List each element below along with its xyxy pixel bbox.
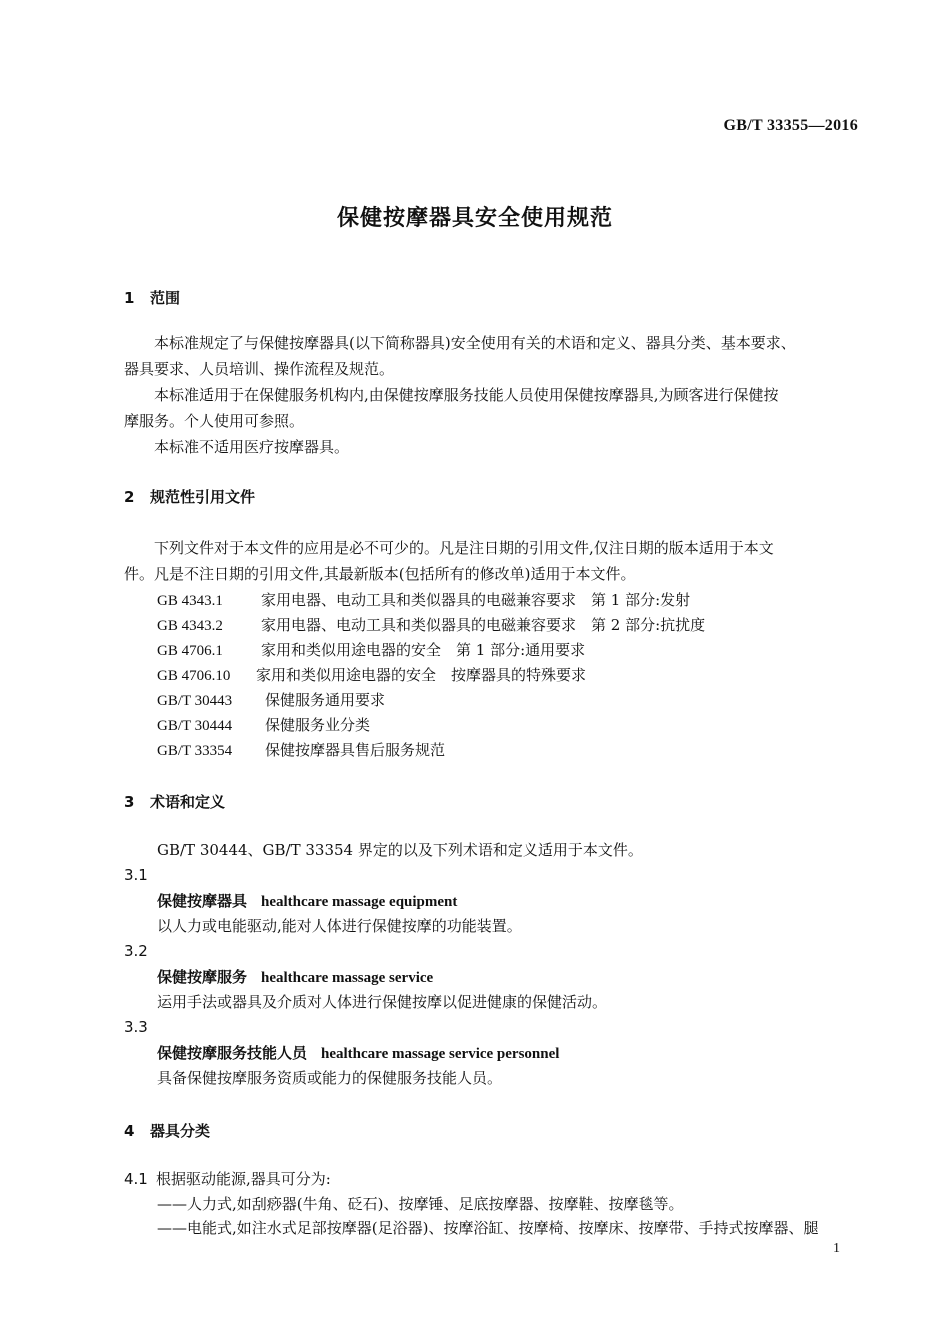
section-title: 术语和定义 bbox=[150, 793, 226, 811]
paragraph-line: 摩服务。个人使用可参照。 bbox=[124, 412, 305, 430]
reference-code: GB 4343.1 bbox=[157, 593, 223, 609]
reference-title: 家用和类似用途电器的安全 第 1 部分:通用要求 bbox=[261, 641, 586, 659]
page-number: 1 bbox=[833, 1241, 840, 1256]
term-zh: 保健按摩服务 bbox=[157, 968, 248, 986]
reference-item bbox=[157, 738, 445, 763]
paragraph-line: 本标准规定了与保健按摩器具(以下简称器具)安全使用有关的术语和定义、器具分类、基本要求、 bbox=[154, 334, 796, 352]
paragraph-line: 本标准适用于在保健服务机构内,由保健按摩服务技能人员使用保健按摩器具,为顾客进行保健按 bbox=[154, 386, 779, 404]
section-2-heading bbox=[124, 486, 255, 507]
section-title: 规范性引用文件 bbox=[150, 488, 256, 506]
standard-number: GB/T 33355—2016 bbox=[723, 117, 858, 134]
reference-title: 保健服务通用要求 bbox=[265, 691, 386, 709]
term-definition: 以人力或电能驱动,能对人体进行保健按摩的功能装置。 bbox=[157, 917, 522, 935]
paragraph-line: 本标准不适用医疗按摩器具。 bbox=[154, 438, 350, 456]
term-zh: 保健按摩器具 bbox=[157, 892, 248, 910]
reference-title: 家用电器、电动工具和类似器具的电磁兼容要求 第 1 部分:发射 bbox=[261, 591, 691, 609]
section-title: 范围 bbox=[150, 289, 181, 307]
subclause bbox=[124, 1167, 331, 1191]
reference-item bbox=[157, 588, 690, 613]
term-en: healthcare massage service personnel bbox=[321, 1046, 560, 1062]
reference-item bbox=[157, 613, 705, 638]
list-item: ——电能式,如注水式足部按摩器(足浴器)、按摩浴缸、按摩椅、按摩床、按摩带、手持式按摩器、腿 bbox=[157, 1219, 819, 1237]
document-title: 保健按摩器具安全使用规范 bbox=[336, 206, 613, 231]
paragraph-line: 件。凡是不注日期的引用文件,其最新版本(包括所有的修改单)适用于本文件。 bbox=[124, 565, 636, 583]
section-number: 4 bbox=[124, 1122, 135, 1140]
list-item: ——人力式,如刮痧器(牛角、砭石)、按摩锤、足底按摩器、按摩鞋、按摩毯等。 bbox=[157, 1195, 684, 1213]
term-heading bbox=[157, 890, 457, 911]
term-number: 3.2 bbox=[124, 942, 148, 960]
section-4-heading bbox=[124, 1120, 210, 1141]
reference-code: GB 4706.10 bbox=[157, 668, 231, 684]
section-1-heading bbox=[124, 287, 180, 308]
term-heading bbox=[157, 966, 433, 987]
reference-item bbox=[157, 688, 385, 713]
section-number: 3 bbox=[124, 793, 135, 811]
reference-title: 家用电器、电动工具和类似器具的电磁兼容要求 第 2 部分:抗扰度 bbox=[261, 616, 706, 634]
reference-item bbox=[157, 713, 370, 738]
term-number: 3.3 bbox=[124, 1018, 148, 1036]
term-heading bbox=[157, 1042, 559, 1063]
term-definition: 具备保健按摩服务资质或能力的保健服务技能人员。 bbox=[157, 1069, 503, 1087]
subclause-number: 4.1 bbox=[124, 1170, 148, 1188]
paragraph-line: GB/T 30444、GB/T 33354 界定的以及下列术语和定义适用于本文件。 bbox=[157, 841, 643, 859]
reference-item bbox=[157, 638, 585, 663]
section-3-heading bbox=[124, 791, 225, 812]
reference-title: 家用和类似用途电器的安全 按摩器具的特殊要求 bbox=[256, 666, 587, 684]
term-definition: 运用手法或器具及介质对人体进行保健按摩以促进健康的保健活动。 bbox=[157, 993, 608, 1011]
reference-code: GB/T 33354 bbox=[157, 743, 233, 759]
term-number: 3.1 bbox=[124, 866, 148, 884]
reference-title: 保健服务业分类 bbox=[265, 716, 371, 734]
reference-code: GB/T 30443 bbox=[157, 693, 233, 709]
subclause-text: 根据驱动能源,器具可分为: bbox=[156, 1170, 331, 1188]
term-en: healthcare massage service bbox=[261, 970, 434, 986]
reference-code: GB/T 30444 bbox=[157, 718, 233, 734]
reference-code: GB 4343.2 bbox=[157, 618, 223, 634]
section-number: 1 bbox=[124, 289, 135, 307]
reference-title: 保健按摩器具售后服务规范 bbox=[265, 741, 446, 759]
section-title: 器具分类 bbox=[150, 1122, 211, 1140]
term-zh: 保健按摩服务技能人员 bbox=[157, 1044, 308, 1062]
paragraph-line: 下列文件对于本文件的应用是必不可少的。凡是注日期的引用文件,仅注日期的版本适用于本文 bbox=[154, 539, 774, 557]
reference-item bbox=[157, 663, 586, 688]
term-en: healthcare massage equipment bbox=[261, 894, 458, 910]
reference-code: GB 4706.1 bbox=[157, 643, 223, 659]
paragraph-line: 器具要求、人员培训、操作流程及规范。 bbox=[124, 360, 395, 378]
section-number: 2 bbox=[124, 488, 135, 506]
